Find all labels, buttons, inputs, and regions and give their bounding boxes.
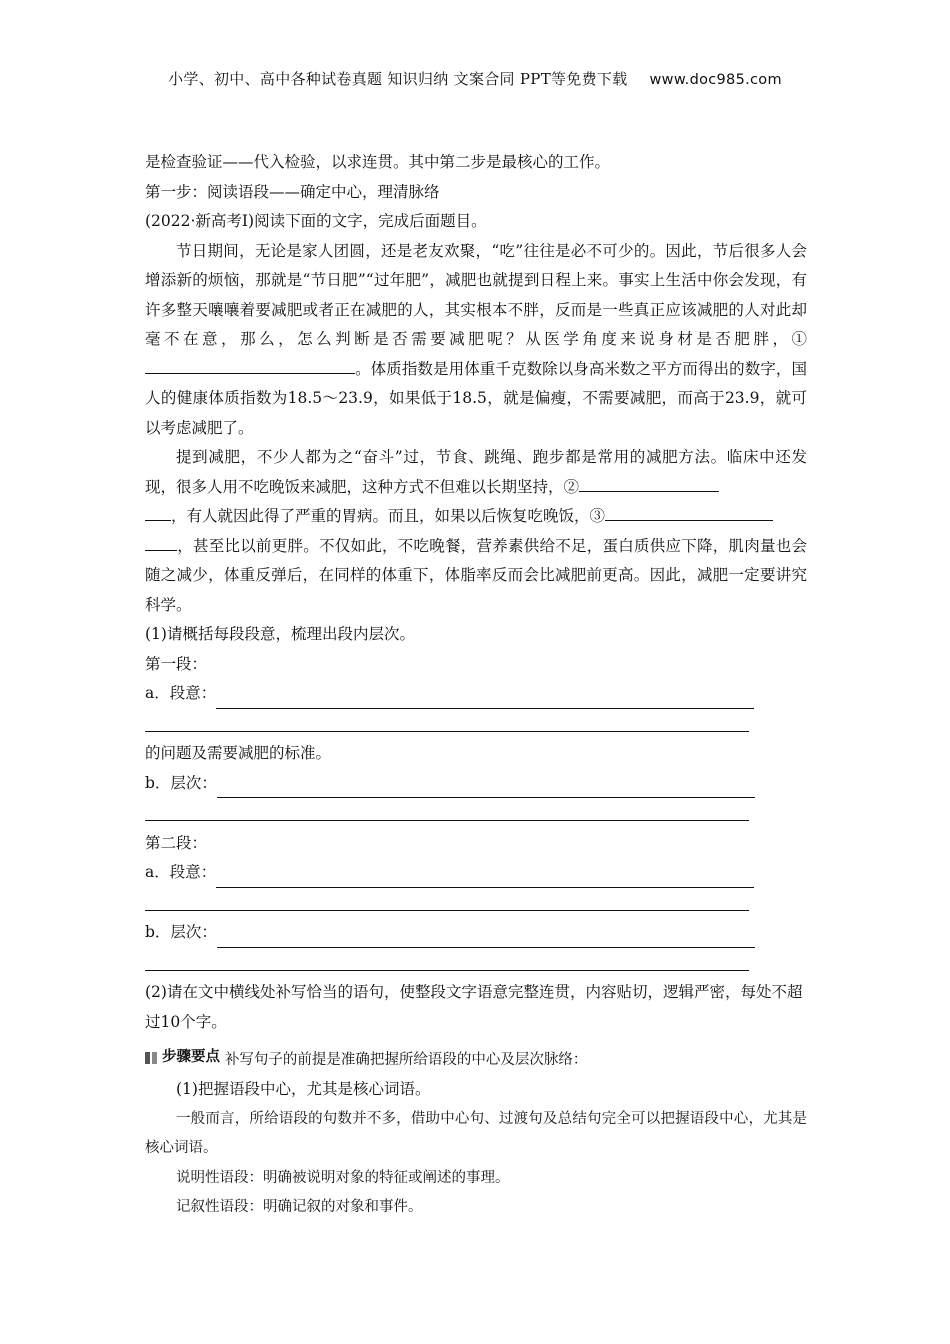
steps-section [145, 1043, 807, 1075]
passage-p1-text-b: 。体质指数是用体重千克数除以身高米数之平方而得出的数字，国人的健康体质指数为18.5～23.9，如果低于18.5，就是偏瘦，不需要减肥，而高于23.9，就可以考虑减肥了。 [145, 359, 807, 437]
question-2: (2)请在文中横线处补写恰当的语句，使整段文字语意完整连贯，内容贴切，逻辑严密，每处不超过10个字。 [145, 983, 803, 1031]
fill-blank-2b[interactable] [145, 502, 171, 521]
para1-meaning-row [145, 679, 807, 709]
fill-blank-3a[interactable] [605, 502, 773, 521]
step-one-heading: 第一步：阅读语段——确定中心，理清脉络 [145, 182, 440, 201]
para2-structure-answer-line-2[interactable] [145, 948, 749, 971]
steps-narrative: 记叙性语段：明确记叙的对象和事件。 [176, 1199, 423, 1216]
steps-general-note: 一般而言，所给语段的句数并不多，借助中心句、过渡句及总结句完全可以把握语段中心，尤其是核心词语。 [145, 1110, 807, 1157]
para1-meaning-answer-line-2[interactable] [145, 709, 749, 732]
para2-meaning-label: a．段意： [145, 863, 217, 881]
passage-p2-text-c: ，甚至比以前更胖。不仅如此，不吃晚餐，营养素供给不足，蛋白质供应下降，肌肉量也会随之减少，体重反弹后，在同样的体重下，体脂率反而会比减肥前更高。因此，减肥一定要讲究科学。 [145, 536, 807, 614]
question-1: (1)请概括每段段意，梳理出段内层次。 [145, 625, 415, 643]
passage-p1-text-a: 节日期间，无论是家人团圆，还是老友欢聚，“吃”往往是必不可少的。因此，节后很多人会增添新的烦恼，那就是“节日肥”“过年肥”，减肥也就提到日程上来。事实上生活中你会发现，有许多整天嚷嚷着要减肥或者正在减肥的人，其实根本不胖，反而是一些真正应该减肥的人对此却毫不在意，那么，怎么判断是否需要减肥呢？从医学角度来说身材是否肥胖， [145, 241, 807, 348]
steps-lead: 补写句子的前提是准确把握所给语段的中心及层次脉络： [224, 1051, 588, 1068]
passage-paragraph-1 [145, 237, 807, 444]
blank-marker-3: ③ [589, 507, 606, 525]
para2-meaning-row [145, 858, 807, 888]
para1-meaning-label: a．段意： [145, 684, 217, 702]
para2-structure-row [145, 918, 807, 948]
intro-line: 是检查验证——代入检验，以求连贯。其中第二步是最核心的工作。 [145, 153, 611, 171]
fill-blank-1[interactable] [145, 355, 355, 374]
para1-meaning-answer-line[interactable] [216, 688, 754, 709]
bars-icon [145, 1052, 157, 1064]
passage-p2-text-b: ，有人就因此得了严重的胃病。而且，如果以后恢复吃晚饭， [171, 507, 590, 525]
paragraph-2-label: 第二段： [145, 833, 208, 852]
para2-meaning-answer-line[interactable] [216, 867, 754, 888]
document-body [145, 148, 807, 1223]
para1-structure-answer-line[interactable] [217, 777, 755, 798]
fill-blank-3b[interactable] [145, 532, 177, 551]
steps-expository: 说明性语段：明确被说明对象的特征或阐述的事理。 [176, 1169, 510, 1186]
para1-meaning-tail: 的问题及需要减肥的标准。 [145, 744, 332, 762]
para1-structure-answer-line-2[interactable] [145, 798, 749, 821]
steps-label-text: 步骤要点 [162, 1049, 220, 1065]
question-source: (2022·新高考Ⅰ)阅读下面的文字，完成后面题目。 [145, 212, 487, 230]
paragraph-1-label: 第一段： [145, 654, 208, 673]
passage-paragraph-2 [145, 443, 807, 620]
para2-structure-answer-line[interactable] [217, 927, 755, 948]
header-url[interactable]: www.doc985.com [649, 72, 782, 88]
blank-marker-1: ① [791, 330, 807, 348]
steps-label [145, 1043, 220, 1073]
para1-structure-row [145, 769, 807, 799]
header-text: 小学、初中、高中各种试卷真题 知识归纳 文案合同 PPT等免费下载 [168, 70, 628, 88]
para2-structure-label: b．层次： [145, 923, 217, 941]
blank-marker-2: ② [563, 477, 580, 496]
para1-structure-label: b．层次： [145, 773, 217, 792]
steps-point-1: (1)把握语段中心，尤其是核心词语。 [176, 1080, 431, 1099]
page-header [0, 68, 950, 89]
passage-p2-text-a: 提到减肥，不少人都为之“奋斗”过，节食、跳绳、跑步都是常用的减肥方法。临床中还发现，很多人用不吃晚饭来减肥，这种方式不但难以长期坚持， [145, 448, 807, 496]
para2-meaning-answer-line-2[interactable] [145, 888, 749, 911]
fill-blank-2a[interactable] [579, 473, 719, 492]
